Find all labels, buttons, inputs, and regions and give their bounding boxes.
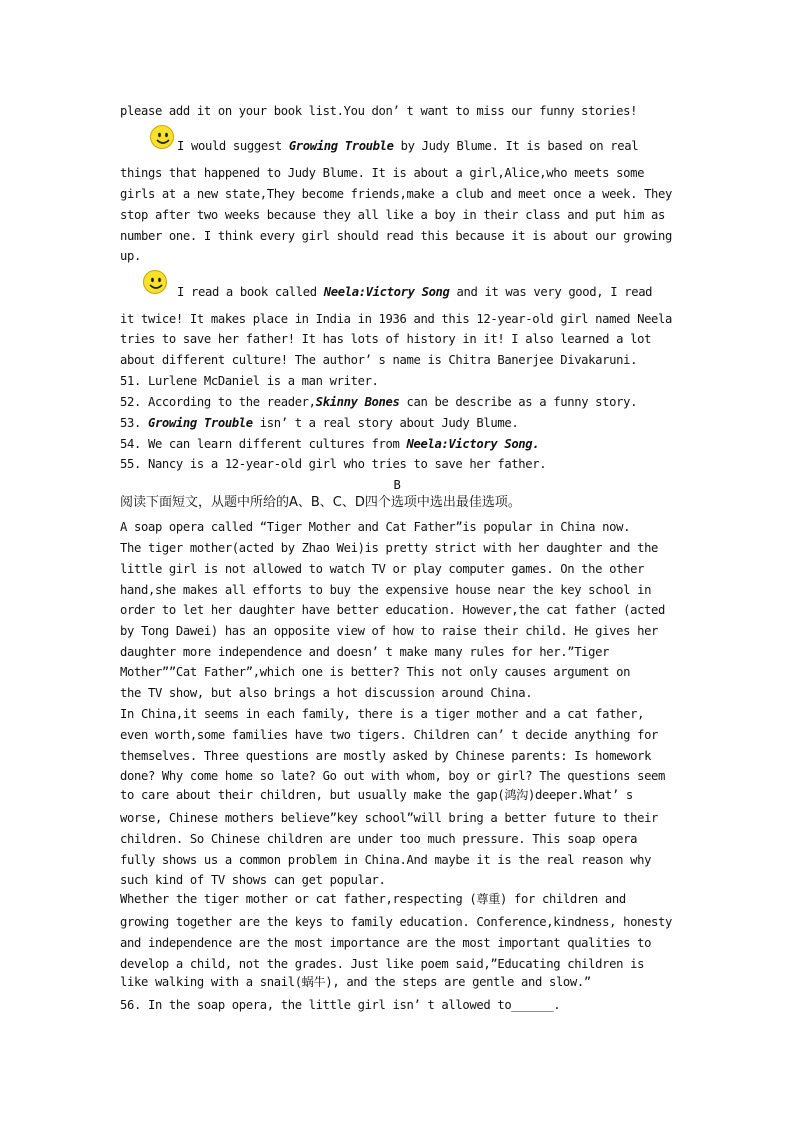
paragraph-line: I would suggest Growing Trouble by Judy Blume. It is based on real bbox=[177, 139, 639, 153]
section-instruction: 阅读下面短文，从题中所给的A、B、C、D四个选项中选出最佳选项。 bbox=[120, 495, 521, 510]
question-51: 51. Lurlene McDaniel is a man writer. bbox=[120, 374, 379, 388]
passage-line: hand,she makes all efforts to buy the expensive house near the key school in bbox=[120, 583, 652, 597]
text-line: tries to save her father! It has lots of history in it! I also learned a lot bbox=[120, 332, 652, 346]
text-line: please add it on your book list.You don’ t want to miss our funny stories! bbox=[120, 104, 638, 118]
book-title: Growing Trouble bbox=[147, 416, 253, 430]
passage-line: themselves. Three questions are mostly asked by Chinese parents: Is homework bbox=[120, 749, 652, 763]
smiley-icon bbox=[143, 270, 167, 294]
passage-line: The tiger mother(acted by Zhao Wei)is pretty strict with her daughter and the bbox=[120, 541, 659, 555]
passage-line: develop a child, not the grades. Just like poem said,”Educating children is bbox=[120, 957, 645, 971]
question-56: 56. In the soap opera, the little girl isn’ t allowed to______. bbox=[120, 998, 561, 1012]
smiley-icon bbox=[150, 125, 174, 149]
book-title: Neela:Victory Song bbox=[323, 285, 450, 299]
text-line: up. bbox=[120, 249, 141, 263]
question-52: 52. According to the reader,Skinny Bones can be describe as a funny story. bbox=[120, 395, 638, 409]
text-line: number one. I think every girl should read this because it is about our growing bbox=[120, 229, 673, 243]
passage-line: and independence are the most importance are the most important qualities to bbox=[120, 936, 652, 950]
passage-line: growing together are the keys to family education. Conference,kindness, honesty bbox=[120, 915, 673, 929]
text-line: stop after two weeks because they all like a boy in their class and put him as bbox=[120, 208, 666, 222]
passage-line: the TV show, but also brings a hot discussion around China. bbox=[120, 686, 533, 700]
text-line: girls at a new state,They become friends,make a club and meet once a week. They bbox=[120, 187, 673, 201]
passage-line: by Tong Dawei) has an opposite view of how to raise their child. He gives her bbox=[120, 624, 659, 638]
text-line: things that happened to Judy Blume. It is about a girl,Alice,who meets some bbox=[120, 166, 645, 180]
section-label: B bbox=[393, 478, 401, 492]
passage-line: like walking with a snail(蜗牛), and the steps are gentle and slow.” bbox=[120, 975, 591, 989]
passage-line: order to let her daughter have better education. However,the cat father (acted bbox=[120, 603, 666, 617]
passage-line: done? Why come home so late? Go out with whom, boy or girl? The questions seem bbox=[120, 769, 666, 783]
book-title: Growing Trouble bbox=[288, 139, 394, 153]
passage-line: such kind of TV shows can get popular. bbox=[120, 873, 386, 887]
passage-line: In China,it seems in each family, there is a tiger mother and a cat father, bbox=[120, 707, 645, 721]
passage-line: little girl is not allowed to watch TV or play computer games. On the other bbox=[120, 562, 645, 576]
passage-line: worse, Chinese mothers believe”key school”will bring a better future to their bbox=[120, 811, 659, 825]
book-title: Neela:Victory Song. bbox=[406, 437, 540, 451]
question-54: 54. We can learn different cultures from Neela:Victory Song. bbox=[120, 437, 540, 451]
book-title: Skinny Bones bbox=[315, 395, 400, 409]
question-53: 53. Growing Trouble isn’ t a real story about Judy Blume. bbox=[120, 416, 519, 430]
passage-line: Mother””Cat Father”,which one is better? This not only causes argument on bbox=[120, 665, 631, 679]
passage-line: A soap opera called “Tiger Mother and Cat Father”is popular in China now. bbox=[120, 520, 631, 534]
passage-line: to care about their children, but usually make the gap(鸿沟)deeper.What’ s bbox=[120, 788, 633, 802]
passage-line: even worth,some families have two tigers. Children can’ t decide anything for bbox=[120, 728, 659, 742]
passage-line: daughter more independence and doesn’ t make many rules for her.”Tiger bbox=[120, 645, 610, 659]
passage-line: fully shows us a common problem in China.And maybe it is the real reason why bbox=[120, 853, 652, 867]
passage-line: children. So Chinese children are under too much pressure. This soap opera bbox=[120, 832, 638, 846]
text-line: about different culture! The author’ s name is Chitra Banerjee Divakaruni. bbox=[120, 353, 638, 367]
text-line: it twice! It makes place in India in 1936 and this 12-year-old girl named Neela bbox=[120, 312, 673, 326]
paragraph-line: I read a book called Neela:Victory Song and it was very good, I read bbox=[177, 285, 653, 299]
passage-line: Whether the tiger mother or cat father,respecting (尊重) for children and bbox=[120, 892, 626, 906]
question-55: 55. Nancy is a 12-year-old girl who tries to save her father. bbox=[120, 457, 547, 471]
